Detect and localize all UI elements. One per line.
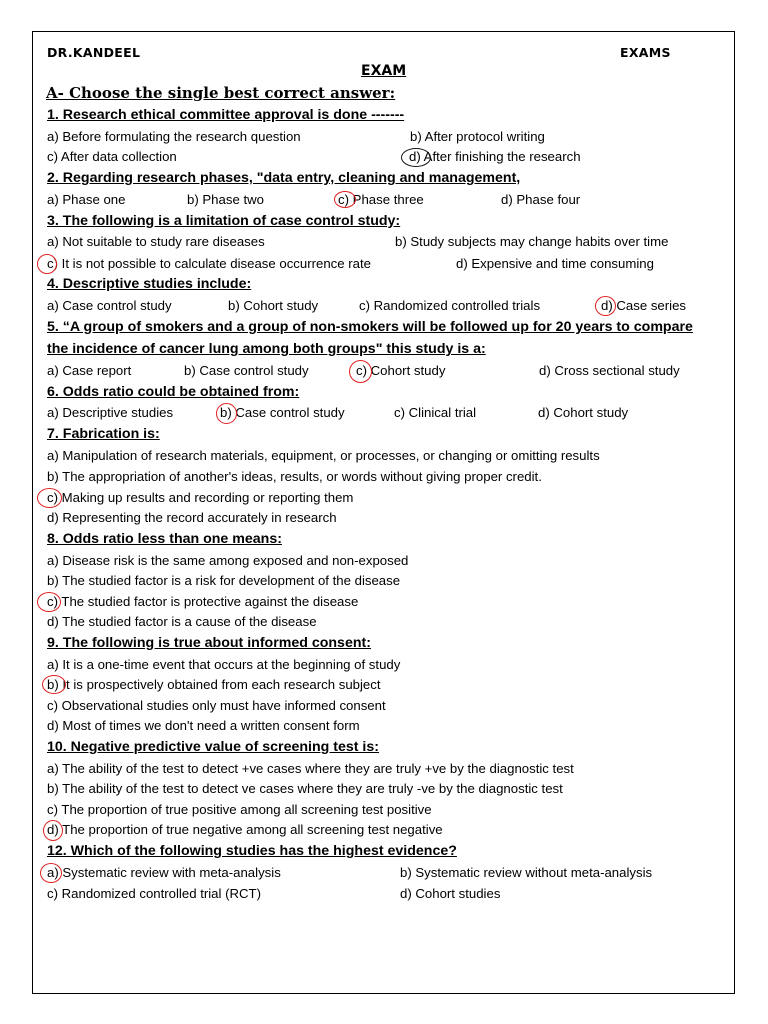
q9-option-d: d) Most of times we don't need a written consent form bbox=[47, 718, 360, 733]
q4-option-c: c) Randomized controlled trials bbox=[359, 298, 541, 313]
q1-option-d: d) After finishing the research bbox=[409, 149, 581, 164]
q4-option-a: a) Case control study bbox=[47, 298, 172, 313]
question-1: 1. Research ethical committee approval is done ------- bbox=[47, 107, 405, 123]
q5-option-d: d) Cross sectional study bbox=[539, 363, 680, 378]
q6-option-c: c) Clinical trial bbox=[394, 405, 477, 420]
q9-option-c: c) Observational studies only must have informed consent bbox=[47, 698, 386, 713]
q10-option-b: b) The ability of the test to detect ve cases where they are truly -ve by the diagnostic test bbox=[47, 781, 563, 796]
q4-option-d: d) Case series bbox=[601, 298, 687, 313]
q7-option-d: d) Representing the record accurately in research bbox=[47, 510, 337, 525]
question-3: 3. The following is a limitation of case control study: bbox=[47, 213, 401, 229]
q1-option-a: a) Before formulating the research question bbox=[47, 129, 301, 144]
q7-option-c: c) Making up results and recording or reporting them bbox=[47, 490, 354, 505]
q3-option-d: d) Expensive and time consuming bbox=[456, 256, 654, 271]
q7-option-b: b) The appropriation of another's ideas, results, or words without giving proper credit. bbox=[47, 469, 542, 484]
q10-option-c: c) The proportion of true positive among all screening test positive bbox=[47, 802, 432, 817]
q1-option-b: b) After protocol writing bbox=[410, 129, 545, 144]
q9-option-b: b) It is prospectively obtained from each research subject bbox=[47, 677, 381, 692]
q12-option-d: d) Cohort studies bbox=[400, 886, 501, 901]
question-9: 9. The following is true about informed consent: bbox=[47, 635, 371, 651]
q2-option-c: c) Phase three bbox=[338, 192, 424, 207]
q5-option-b: b) Case control study bbox=[184, 363, 309, 378]
q10-option-a: a) The ability of the test to detect +ve cases where they are truly +ve by the diagnostic test bbox=[47, 761, 574, 776]
q5-option-a: a) Case report bbox=[47, 363, 132, 378]
q10-option-d: d) The proportion of true negative among all screening test negative bbox=[47, 822, 443, 837]
q4-option-b: b) Cohort study bbox=[228, 298, 319, 313]
question-8: 8. Odds ratio less than one means: bbox=[47, 531, 282, 547]
question-5-line-2: the incidence of cancer lung among both groups" this study is a: bbox=[47, 341, 486, 357]
q8-option-a: a) Disease risk is the same among exposed and non-exposed bbox=[47, 553, 409, 568]
question-10: 10. Negative predictive value of screening test is: bbox=[47, 739, 379, 755]
q8-option-b: b) The studied factor is a risk for development of the disease bbox=[47, 573, 401, 588]
exams-label: EXAMS bbox=[620, 45, 671, 60]
q3-option-c: c) It is not possible to calculate disease occurrence rate bbox=[47, 256, 371, 271]
q8-option-c: c) The studied factor is protective against the disease bbox=[47, 594, 359, 609]
exam-title: EXAM bbox=[361, 63, 407, 79]
question-2: 2. Regarding research phases, "data entry, cleaning and management, bbox=[47, 170, 521, 186]
author-label: DR.KANDEEL bbox=[47, 45, 141, 60]
section-heading: A- Choose the single best correct answer: bbox=[46, 84, 396, 102]
q5-option-c: c) Cohort study bbox=[356, 363, 446, 378]
q8-option-d: d) The studied factor is a cause of the disease bbox=[47, 614, 317, 629]
q6-option-a: a) Descriptive studies bbox=[47, 405, 174, 420]
q1-option-c: c) After data collection bbox=[47, 149, 177, 164]
q3-option-a: a) Not suitable to study rare diseases bbox=[47, 234, 265, 249]
q3-option-b: b) Study subjects may change habits over time bbox=[395, 234, 669, 249]
question-12: 12. Which of the following studies has the highest evidence? bbox=[47, 843, 457, 859]
q9-option-a: a) It is a one-time event that occurs at the beginning of study bbox=[47, 657, 401, 672]
question-6: 6. Odds ratio could be obtained from: bbox=[47, 384, 300, 400]
q6-option-b: b) Case control study bbox=[220, 405, 345, 420]
q12-option-c: c) Randomized controlled trial (RCT) bbox=[47, 886, 261, 901]
question-5: 5. “A group of smokers and a group of non-smokers will be followed up for 20 years to compare bbox=[47, 319, 693, 335]
q12-option-a: a) Systematic review with meta-analysis bbox=[47, 865, 281, 880]
q2-option-b: b) Phase two bbox=[187, 192, 264, 207]
question-7: 7. Fabrication is: bbox=[47, 426, 160, 442]
question-4: 4. Descriptive studies include: bbox=[47, 276, 252, 292]
q2-option-d: d) Phase four bbox=[501, 192, 581, 207]
q7-option-a: a) Manipulation of research materials, equipment, or processes, or changing or omitting results bbox=[47, 448, 600, 463]
q2-option-a: a) Phase one bbox=[47, 192, 126, 207]
q12-option-b: b) Systematic review without meta-analysis bbox=[400, 865, 653, 880]
q6-option-d: d) Cohort study bbox=[538, 405, 629, 420]
